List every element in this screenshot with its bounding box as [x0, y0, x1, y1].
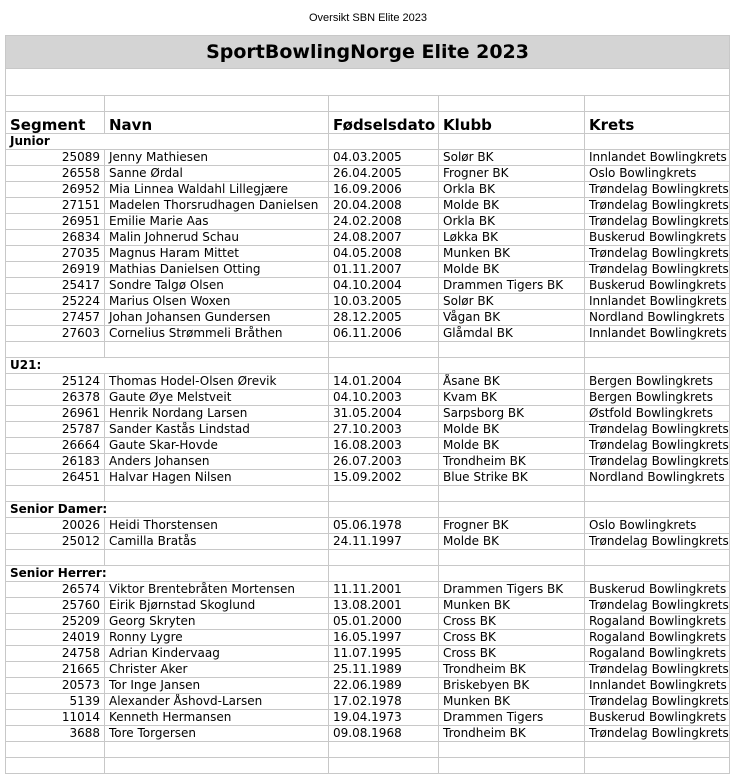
birth-date: 04.10.2003	[329, 390, 439, 406]
table-row	[6, 182, 730, 198]
district-name: Trøndelag Bowlingkrets	[585, 454, 730, 470]
col-header-segment: Segment	[6, 112, 105, 134]
club-name: Trondheim BK	[439, 726, 585, 742]
empty-cell	[329, 758, 439, 774]
birth-date: 16.08.2003	[329, 438, 439, 454]
club-name: Briskebyen BK	[439, 678, 585, 694]
birth-date: 31.05.2004	[329, 406, 439, 422]
empty-cell	[585, 342, 730, 358]
empty-cell	[329, 134, 439, 150]
empty-cell	[6, 342, 105, 358]
spacer-row	[6, 342, 730, 358]
district-name: Buskerud Bowlingkrets	[585, 710, 730, 726]
club-name: Munken BK	[439, 694, 585, 710]
member-id: 21665	[6, 662, 105, 678]
player-name: Mathias Danielsen Otting	[105, 262, 329, 278]
player-name: Mia Linnea Waldahl Lillegjære	[105, 182, 329, 198]
table-row	[6, 582, 730, 598]
segment-row	[6, 134, 730, 150]
club-name: Frogner BK	[439, 518, 585, 534]
club-name: Cross BK	[439, 614, 585, 630]
player-name: Viktor Brentebråten Mortensen	[105, 582, 329, 598]
empty-cell	[585, 134, 730, 150]
district-name: Buskerud Bowlingkrets	[585, 582, 730, 598]
table-row	[6, 710, 730, 726]
member-id: 27151	[6, 198, 105, 214]
birth-date: 09.08.1968	[329, 726, 439, 742]
club-name: Åsane BK	[439, 374, 585, 390]
player-name: Georg Skryten	[105, 614, 329, 630]
member-id: 25124	[6, 374, 105, 390]
table-row	[6, 422, 730, 438]
segment-label: Junior	[6, 134, 329, 150]
table-row	[6, 662, 730, 678]
col-header-dob: Fødselsdato	[329, 112, 439, 134]
spacer-row	[6, 69, 730, 96]
table-row	[6, 694, 730, 710]
table-row	[6, 438, 730, 454]
member-id: 26834	[6, 230, 105, 246]
club-name: Vågan BK	[439, 310, 585, 326]
empty-cell	[6, 486, 105, 502]
birth-date: 06.11.2006	[329, 326, 439, 342]
empty-cell	[329, 358, 439, 374]
empty-cell	[439, 758, 585, 774]
club-name: Molde BK	[439, 534, 585, 550]
member-id: 11014	[6, 710, 105, 726]
col-header-district: Krets	[585, 112, 730, 134]
member-id: 27603	[6, 326, 105, 342]
player-name: Halvar Hagen Nilsen	[105, 470, 329, 486]
table-row	[6, 230, 730, 246]
player-name: Anders Johansen	[105, 454, 329, 470]
player-name: Sanne Ørdal	[105, 166, 329, 182]
club-name: Kvam BK	[439, 390, 585, 406]
table-row	[6, 598, 730, 614]
column-header-row	[6, 112, 730, 134]
segment-label: U21:	[6, 358, 329, 374]
player-name: Camilla Bratås	[105, 534, 329, 550]
club-name: Orkla BK	[439, 182, 585, 198]
district-name: Trøndelag Bowlingkrets	[585, 534, 730, 550]
spacer-row	[6, 742, 730, 758]
table-row	[6, 630, 730, 646]
player-name: Adrian Kindervaag	[105, 646, 329, 662]
table-row	[6, 150, 730, 166]
birth-date: 27.10.2003	[329, 422, 439, 438]
birth-date: 19.04.1973	[329, 710, 439, 726]
empty-cell	[329, 342, 439, 358]
birth-date: 25.11.1989	[329, 662, 439, 678]
birth-date: 24.11.1997	[329, 534, 439, 550]
table-row	[6, 390, 730, 406]
empty-cell	[585, 358, 730, 374]
club-name: Drammen Tigers	[439, 710, 585, 726]
empty-cell	[439, 742, 585, 758]
table-row	[6, 726, 730, 742]
member-id: 26574	[6, 582, 105, 598]
district-name: Rogaland Bowlingkrets	[585, 614, 730, 630]
spacer-row	[6, 96, 730, 112]
district-name: Rogaland Bowlingkrets	[585, 646, 730, 662]
club-name: Frogner BK	[439, 166, 585, 182]
player-name: Heidi Thorstensen	[105, 518, 329, 534]
district-name: Trøndelag Bowlingkrets	[585, 662, 730, 678]
segment-label: Senior Damer:	[6, 502, 329, 518]
table-row	[6, 326, 730, 342]
empty-cell	[585, 550, 730, 566]
club-name: Molde BK	[439, 438, 585, 454]
member-id: 5139	[6, 694, 105, 710]
player-name: Cornelius Strømmeli Bråthen	[105, 326, 329, 342]
segment-row	[6, 566, 730, 582]
empty-cell	[585, 742, 730, 758]
district-name: Innlandet Bowlingkrets	[585, 678, 730, 694]
table-row	[6, 214, 730, 230]
district-name: Trøndelag Bowlingkrets	[585, 694, 730, 710]
club-name: Molde BK	[439, 422, 585, 438]
table-row	[6, 534, 730, 550]
spacer-row	[6, 758, 730, 774]
member-id: 26558	[6, 166, 105, 182]
empty-cell	[439, 486, 585, 502]
table-row	[6, 310, 730, 326]
birth-date: 24.08.2007	[329, 230, 439, 246]
club-name: Orkla BK	[439, 214, 585, 230]
birth-date: 24.02.2008	[329, 214, 439, 230]
empty-cell	[439, 358, 585, 374]
member-id: 20573	[6, 678, 105, 694]
district-name: Trøndelag Bowlingkrets	[585, 598, 730, 614]
district-name: Bergen Bowlingkrets	[585, 374, 730, 390]
club-name: Sarpsborg BK	[439, 406, 585, 422]
table-row	[6, 294, 730, 310]
member-id: 26664	[6, 438, 105, 454]
member-id: 20026	[6, 518, 105, 534]
district-name: Innlandet Bowlingkrets	[585, 294, 730, 310]
empty-cell	[585, 566, 730, 582]
district-name: Trøndelag Bowlingkrets	[585, 262, 730, 278]
table-row	[6, 470, 730, 486]
birth-date: 04.05.2008	[329, 246, 439, 262]
player-name: Malin Johnerud Schau	[105, 230, 329, 246]
birth-date: 26.07.2003	[329, 454, 439, 470]
member-id: 3688	[6, 726, 105, 742]
player-name: Sondre Talgø Olsen	[105, 278, 329, 294]
empty-cell	[105, 742, 329, 758]
empty-cell	[585, 502, 730, 518]
member-id: 24019	[6, 630, 105, 646]
club-name: Munken BK	[439, 246, 585, 262]
district-name: Trøndelag Bowlingkrets	[585, 182, 730, 198]
player-name: Madelen Thorsrudhagen Danielsen	[105, 198, 329, 214]
player-name: Thomas Hodel-Olsen Ørevik	[105, 374, 329, 390]
segment-row	[6, 358, 730, 374]
district-name: Buskerud Bowlingkrets	[585, 230, 730, 246]
club-name: Molde BK	[439, 198, 585, 214]
member-id: 26378	[6, 390, 105, 406]
birth-date: 15.09.2002	[329, 470, 439, 486]
empty-cell	[105, 486, 329, 502]
district-name: Trøndelag Bowlingkrets	[585, 422, 730, 438]
district-name: Trøndelag Bowlingkrets	[585, 214, 730, 230]
birth-date: 28.12.2005	[329, 310, 439, 326]
birth-date: 04.03.2005	[329, 150, 439, 166]
title-row	[6, 36, 730, 69]
empty-cell	[105, 550, 329, 566]
club-name: Cross BK	[439, 630, 585, 646]
table-row	[6, 614, 730, 630]
club-name: Glåmdal BK	[439, 326, 585, 342]
birth-date: 04.10.2004	[329, 278, 439, 294]
district-name: Nordland Bowlingkrets	[585, 310, 730, 326]
empty-cell	[105, 342, 329, 358]
table-row	[6, 678, 730, 694]
page-header: Oversikt SBN Elite 2023	[309, 12, 427, 24]
district-name: Rogaland Bowlingkrets	[585, 630, 730, 646]
birth-date: 05.06.1978	[329, 518, 439, 534]
birth-date: 16.05.1997	[329, 630, 439, 646]
district-name: Trøndelag Bowlingkrets	[585, 726, 730, 742]
player-name: Henrik Nordang Larsen	[105, 406, 329, 422]
club-name: Blue Strike BK	[439, 470, 585, 486]
player-name: Sander Kastås Lindstad	[105, 422, 329, 438]
district-name: Innlandet Bowlingkrets	[585, 150, 730, 166]
col-header-club: Klubb	[439, 112, 585, 134]
club-name: Solør BK	[439, 294, 585, 310]
member-id: 26919	[6, 262, 105, 278]
empty-cell	[439, 342, 585, 358]
club-name: Trondheim BK	[439, 662, 585, 678]
player-name: Eirik Bjørnstad Skoglund	[105, 598, 329, 614]
birth-date: 11.07.1995	[329, 646, 439, 662]
player-name: Ronny Lygre	[105, 630, 329, 646]
district-name: Trøndelag Bowlingkrets	[585, 198, 730, 214]
table-row	[6, 374, 730, 390]
member-id: 26183	[6, 454, 105, 470]
club-name: Solør BK	[439, 150, 585, 166]
player-name: Gaute Skar-Hovde	[105, 438, 329, 454]
district-name: Innlandet Bowlingkrets	[585, 326, 730, 342]
birth-date: 22.06.1989	[329, 678, 439, 694]
empty-cell	[439, 566, 585, 582]
birth-date: 05.01.2000	[329, 614, 439, 630]
empty-cell	[439, 550, 585, 566]
member-id: 25760	[6, 598, 105, 614]
table-row	[6, 166, 730, 182]
empty-cell	[329, 486, 439, 502]
birth-date: 17.02.1978	[329, 694, 439, 710]
member-id: 24758	[6, 646, 105, 662]
elite-table	[5, 35, 730, 774]
table-row	[6, 518, 730, 534]
member-id: 26451	[6, 470, 105, 486]
empty-cell	[585, 758, 730, 774]
district-name: Bergen Bowlingkrets	[585, 390, 730, 406]
player-name: Christer Aker	[105, 662, 329, 678]
birth-date: 01.11.2007	[329, 262, 439, 278]
empty-cell	[6, 742, 105, 758]
member-id: 26961	[6, 406, 105, 422]
club-name: Drammen Tigers BK	[439, 582, 585, 598]
col-header-name: Navn	[105, 112, 329, 134]
district-name: Oslo Bowlingkrets	[585, 518, 730, 534]
table-row	[6, 262, 730, 278]
member-id: 27457	[6, 310, 105, 326]
player-name: Alexander Åshovd-Larsen	[105, 694, 329, 710]
empty-cell	[105, 758, 329, 774]
player-name: Tor Inge Jansen	[105, 678, 329, 694]
empty-cell	[329, 502, 439, 518]
empty-cell	[585, 486, 730, 502]
member-id: 27035	[6, 246, 105, 262]
district-name: Buskerud Bowlingkrets	[585, 278, 730, 294]
district-name: Nordland Bowlingkrets	[585, 470, 730, 486]
empty-cell	[329, 566, 439, 582]
member-id: 25787	[6, 422, 105, 438]
district-name: Trøndelag Bowlingkrets	[585, 438, 730, 454]
club-name: Cross BK	[439, 646, 585, 662]
birth-date: 13.08.2001	[329, 598, 439, 614]
player-name: Gaute Øye Melstveit	[105, 390, 329, 406]
player-name: Marius Olsen Woxen	[105, 294, 329, 310]
table-row	[6, 406, 730, 422]
empty-cell	[329, 742, 439, 758]
birth-date: 11.11.2001	[329, 582, 439, 598]
district-name: Østfold Bowlingkrets	[585, 406, 730, 422]
empty-cell	[439, 134, 585, 150]
member-id: 26951	[6, 214, 105, 230]
member-id: 25012	[6, 534, 105, 550]
player-name: Johan Johansen Gundersen	[105, 310, 329, 326]
birth-date: 16.09.2006	[329, 182, 439, 198]
district-name: Trøndelag Bowlingkrets	[585, 246, 730, 262]
club-name: Trondheim BK	[439, 454, 585, 470]
table-row	[6, 278, 730, 294]
segment-label: Senior Herrer:	[6, 566, 329, 582]
club-name: Drammen Tigers BK	[439, 278, 585, 294]
member-id: 26952	[6, 182, 105, 198]
district-name: Oslo Bowlingkrets	[585, 166, 730, 182]
birth-date: 10.03.2005	[329, 294, 439, 310]
player-name: Tore Torgersen	[105, 726, 329, 742]
member-id: 25224	[6, 294, 105, 310]
member-id: 25417	[6, 278, 105, 294]
club-name: Munken BK	[439, 598, 585, 614]
player-name: Magnus Haram Mittet	[105, 246, 329, 262]
spacer-row	[6, 550, 730, 566]
birth-date: 20.04.2008	[329, 198, 439, 214]
member-id: 25089	[6, 150, 105, 166]
player-name: Jenny Mathiesen	[105, 150, 329, 166]
player-name: Emilie Marie Aas	[105, 214, 329, 230]
empty-cell	[6, 758, 105, 774]
elite-table-body	[6, 36, 730, 774]
birth-date: 14.01.2004	[329, 374, 439, 390]
table-row	[6, 198, 730, 214]
empty-cell	[329, 550, 439, 566]
table-row	[6, 454, 730, 470]
empty-cell	[439, 502, 585, 518]
spacer-row	[6, 486, 730, 502]
sheet-title: SportBowlingNorge Elite 2023	[6, 36, 730, 69]
table-row	[6, 646, 730, 662]
club-name: Molde BK	[439, 262, 585, 278]
segment-row	[6, 502, 730, 518]
empty-cell	[6, 550, 105, 566]
member-id: 25209	[6, 614, 105, 630]
table-row	[6, 246, 730, 262]
club-name: Løkka BK	[439, 230, 585, 246]
birth-date: 26.04.2005	[329, 166, 439, 182]
player-name: Kenneth Hermansen	[105, 710, 329, 726]
